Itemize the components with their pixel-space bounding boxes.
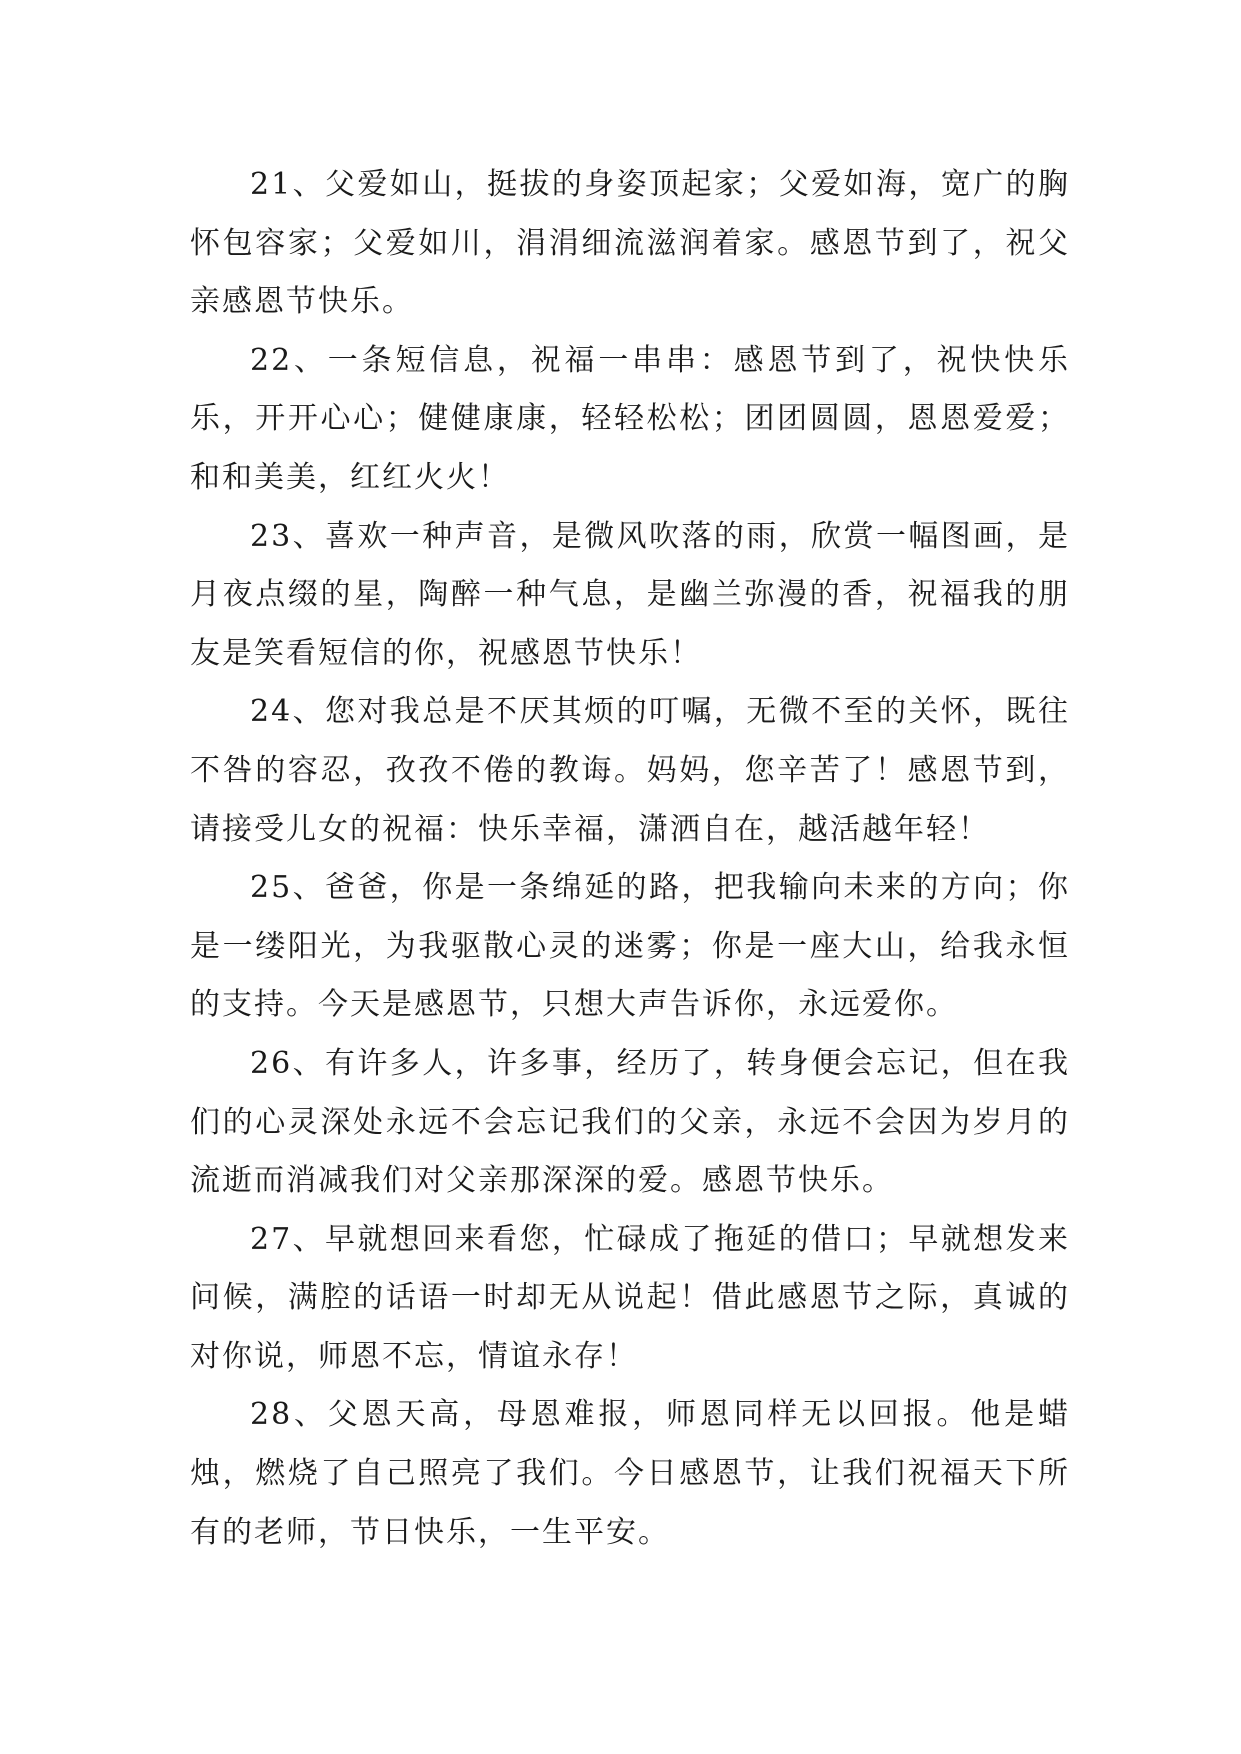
paragraph-23: 23、喜欢一种声音，是微风吹落的雨，欣赏一幅图画，是月夜点缀的星，陶醉一种气息，是幽兰弥漫的香，祝福我的朋友是笑看短信的你，祝感恩节快乐！ <box>190 518 1070 671</box>
paragraph-28: 28、父恩天高，母恩难报，师恩同样无以回报。他是蜡烛，燃烧了自己照亮了我们。今日感恩节，让我们祝福天下所有的老师，节日快乐，一生平安。 <box>190 1397 1070 1550</box>
paragraph-27: 27、早就想回来看您，忙碌成了拖延的借口；早就想发来问候，满腔的话语一时却无从说起！借此感恩节之际，真诚的对你说，师恩不忘，情谊永存！ <box>190 1221 1070 1374</box>
paragraph-21: 21、父爱如山，挺拔的身姿顶起家；父爱如海，宽广的胸怀包容家；父爱如川，涓涓细流滋润着家。感恩节到了，祝父亲感恩节快乐。 <box>190 167 1070 320</box>
paragraph-22: 22、一条短信息，祝福一串串：感恩节到了，祝快快乐乐，开开心心；健健康康，轻轻松松；团团圆圆，恩恩爱爱；和和美美，红红火火！ <box>190 342 1070 495</box>
paragraph-24: 24、您对我总是不厌其烦的叮嘱，无微不至的关怀，既往不咎的容忍，孜孜不倦的教诲。妈妈，您辛苦了！感恩节到，请接受儿女的祝福：快乐幸福，潇洒自在，越活越年轻！ <box>190 694 1070 847</box>
document-body <box>190 156 1070 1562</box>
paragraph-26: 26、有许多人，许多事，经历了，转身便会忘记，但在我们的心灵深处永远不会忘记我们的父亲，永远不会因为岁月的流逝而消减我们对父亲那深深的爱。感恩节快乐。 <box>190 1045 1070 1199</box>
paragraph-25: 25、爸爸，你是一条绵延的路，把我输向未来的方向；你是一缕阳光，为我驱散心灵的迷雾；你是一座大山，给我永恒的支持。今天是感恩节，只想大声告诉你，永远爱你。 <box>190 870 1070 1023</box>
